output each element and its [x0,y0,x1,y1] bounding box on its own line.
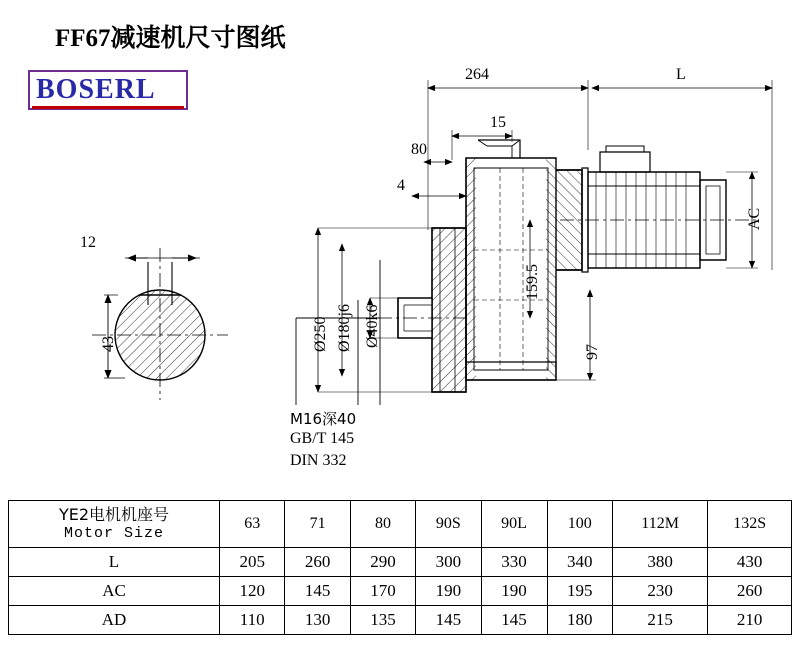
table-cell: 195 [547,577,612,606]
table-row [9,606,792,635]
dim-left-view-43: 43 [100,336,117,352]
main-view [378,140,760,392]
table-row [9,548,792,577]
dim-264: 264 [465,66,489,83]
dim-15: 15 [490,114,506,131]
note-gbt: GB/T 145 [290,430,355,447]
table-header-row [9,501,792,548]
table-header-size: 132S [708,501,792,548]
table-header-label-en: Motor Size [63,524,164,542]
note-din: DIN 332 [290,452,347,469]
page-title: FF67减速机尺寸图纸 [55,25,286,52]
table-cell: 110 [220,606,285,635]
table-cell: 300 [416,548,481,577]
row-label: L [9,548,220,577]
table-cell: 180 [547,606,612,635]
note-thread: M16深40 [290,410,357,428]
table-row [9,577,792,606]
table-header-size: 90L [481,501,547,548]
table-cell: 190 [416,577,481,606]
table-cell: 145 [285,577,350,606]
table-header-size: 63 [220,501,285,548]
table-cell: 135 [350,606,415,635]
table-cell: 260 [285,548,350,577]
table-cell: 130 [285,606,350,635]
table-cell: 120 [220,577,285,606]
dim-97: 97 [584,344,601,360]
dim-shaft-diameter: Ø40k6 [364,304,381,348]
dim-left-view-12: 12 [80,234,96,251]
table-header-size: 90S [416,501,481,548]
dim-AC: AC [746,207,763,230]
logo-text: BOSERL [36,74,156,105]
table-cell: 145 [416,606,481,635]
table-cell: 330 [481,548,547,577]
table-cell: 210 [708,606,792,635]
table-header-label-cn: YE2电机机座号 [58,504,170,524]
motor-size-table [8,500,792,635]
table-cell: 380 [612,548,707,577]
table-cell: 290 [350,548,415,577]
table-cell: 230 [612,577,707,606]
dim-4: 4 [397,177,405,194]
dim-flange-outer: Ø250 [312,316,329,352]
dim-flange-pilot: Ø180j6 [336,304,353,352]
left-view [92,248,228,400]
table-cell: 430 [708,548,792,577]
dim-L: L [676,66,686,83]
table-cell: 145 [481,606,547,635]
table-header-size: 80 [350,501,415,548]
table-cell: 215 [612,606,707,635]
table-cell: 170 [350,577,415,606]
table-header-label [9,501,220,548]
table-cell: 190 [481,577,547,606]
table-header-size: 112M [612,501,707,548]
dim-80: 80 [411,141,427,158]
table-header-size: 71 [285,501,350,548]
row-label: AD [9,606,220,635]
table-cell: 205 [220,548,285,577]
table-header-size: 100 [547,501,612,548]
table-cell: 260 [708,577,792,606]
table-cell: 340 [547,548,612,577]
dim-center-height: 159.5 [524,264,541,300]
row-label: AC [9,577,220,606]
